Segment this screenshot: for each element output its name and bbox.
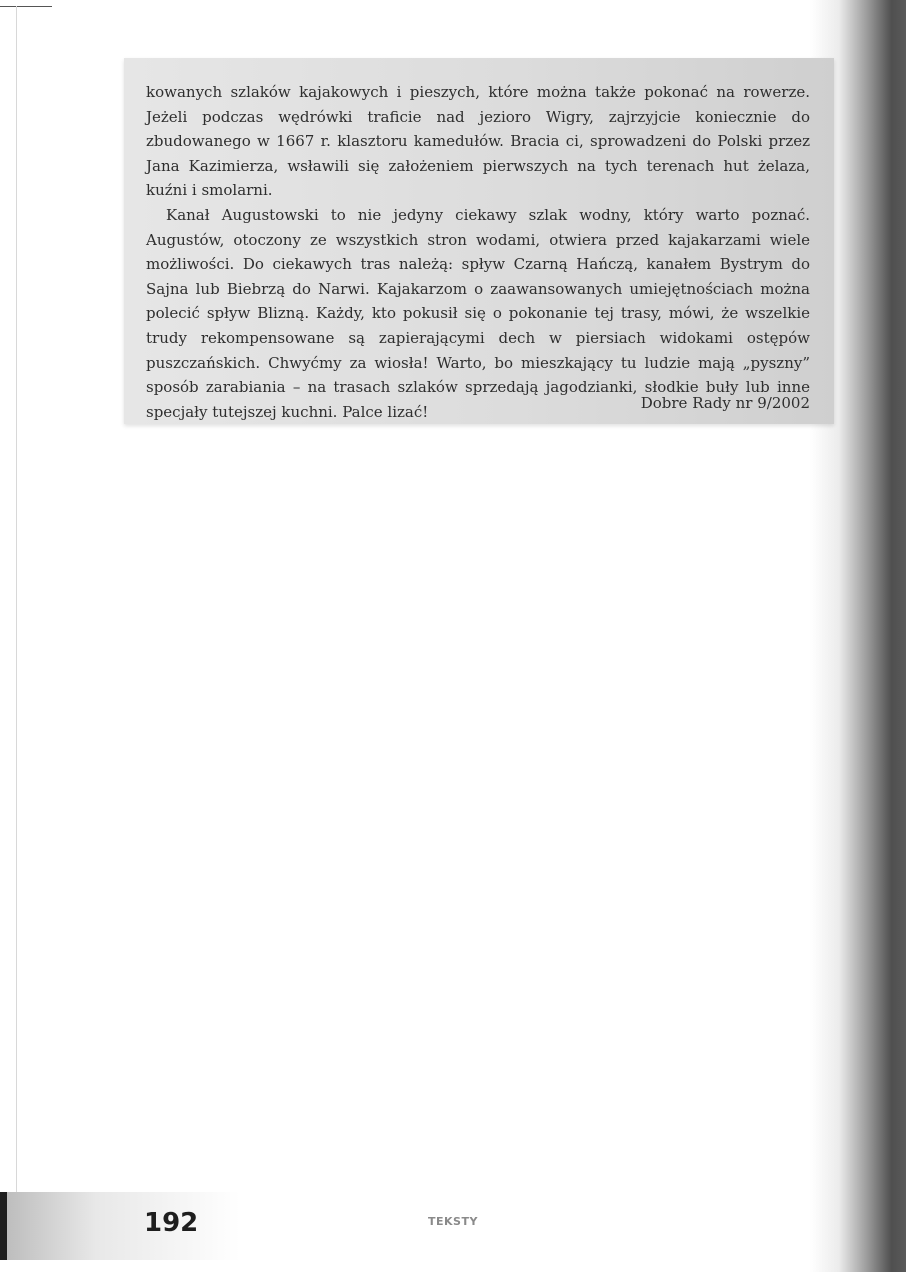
footer-gradient-band [0,1192,240,1260]
page-number: 192 [144,1208,199,1238]
footer-dark-bar [0,1192,7,1260]
section-label: TEKSTY [428,1215,478,1228]
page-corner-mark [0,6,52,7]
excerpt-source: Dobre Rady nr 9/2002 [640,394,810,412]
excerpt-paragraph-1: kowanych szlaków kajakowych i pieszych, które można także pokonać na rowerze. Jeżeli podczas wędrówki traficie nad jezioro Wigry, zajrzyjcie koniecznie do zbudowanego w 1667 r. klasztoru kamedułów. Bracia ci, sprowadzeni do Polski przez Jana Kazimierza, wsławili się założeniem pierwszych na tych terenach hut żelaza, kuźni i smolarni. [146,83,810,200]
quoted-excerpt-box [124,58,834,424]
excerpt-paragraph-2: Kanał Augustowski to nie jedyny ciekawy szlak wodny, który warto poznać. Augustów, otoczony ze wszystkich stron wodami, otwiera przed kajakarzami wiele możliwości. Do ciekawych tras należą: spływ Czarną Hańczą, kanałem Bystrym do Sajna lub Biebrzą do Narwi. Kajakarzom o zaawansowanych umiejętnościach można polecić spływ Blizną. Każdy, kto pokusił się o pokonanie tej trasy, mówi, że wszelkie trudy rekompensowane są zapierającymi dech w piersiach widokami ostępów puszczańskich. Chwyćmy za wiosła! Warto, bo mieszkający tu ludzie mają „pyszny” sposób zarabiania – na trasach szlaków sprzedają jagodzianki, słodkie buły lub inne specjały tutejszej kuchni. Palce lizać! [146,205,810,421]
page-margin-rule [16,6,17,1196]
